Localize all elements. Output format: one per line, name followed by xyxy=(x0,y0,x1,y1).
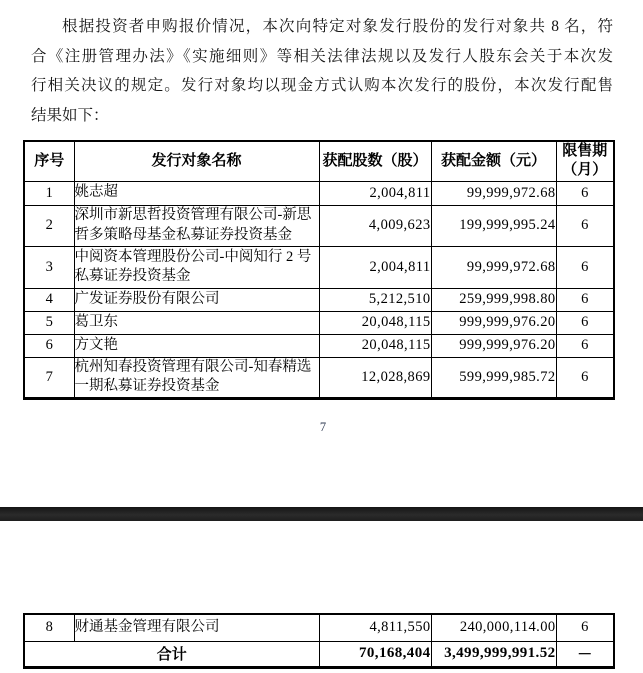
cell-amount: 99,999,972.68 xyxy=(431,181,556,205)
col-header-lockup: 限售期（月） xyxy=(556,141,614,181)
cell-lockup: 6 xyxy=(556,181,614,205)
total-shares: 70,168,404 xyxy=(319,641,431,667)
cell-name: 方文艳 xyxy=(74,334,319,357)
cell-shares: 2,004,811 xyxy=(319,246,431,288)
table-row xyxy=(24,357,614,398)
col-header-name: 发行对象名称 xyxy=(74,141,319,181)
cell-amount: 599,999,985.72 xyxy=(431,357,556,398)
cell-amount: 999,999,976.20 xyxy=(431,311,556,334)
cell-shares: 4,009,623 xyxy=(319,205,431,246)
cell-no: 3 xyxy=(24,246,74,288)
cell-name: 财通基金管理有限公司 xyxy=(74,614,319,641)
cell-no: 6 xyxy=(24,334,74,357)
cell-no: 4 xyxy=(24,288,74,311)
cell-lockup: 6 xyxy=(556,334,614,357)
cell-amount: 240,000,114.00 xyxy=(431,614,556,641)
cell-no: 1 xyxy=(24,181,74,205)
issuance-paragraph xyxy=(31,12,613,130)
paragraph-line: 行相关决议的规定。发行对象均以现金方式认购本次发行的股份，本次发行配售 xyxy=(31,77,613,94)
cell-amount: 999,999,976.20 xyxy=(431,334,556,357)
cell-amount: 259,999,998.80 xyxy=(431,288,556,311)
cell-no: 8 xyxy=(24,614,74,641)
cell-lockup: 6 xyxy=(556,614,614,641)
table-row xyxy=(24,334,614,357)
paragraph-line: 结果如下： xyxy=(31,106,109,124)
cell-shares: 20,048,115 xyxy=(319,311,431,334)
total-amount: 3,499,999,991.52 xyxy=(431,641,556,667)
paragraph-line: 根据投资者申购报价情况，本次向特定对象发行股份的发行对象共 8 名，符 xyxy=(62,18,613,35)
table-row xyxy=(24,311,614,334)
table-row xyxy=(24,246,614,288)
cell-name: 姚志超 xyxy=(74,181,319,205)
col-header-amount: 获配金额（元） xyxy=(431,141,556,181)
total-lockup: － xyxy=(556,641,614,667)
cell-amount: 199,999,995.24 xyxy=(431,205,556,246)
allocation-table xyxy=(23,140,615,400)
cell-name: 葛卫东 xyxy=(74,311,319,334)
cell-lockup: 6 xyxy=(556,288,614,311)
cell-shares: 20,048,115 xyxy=(319,334,431,357)
cell-lockup: 6 xyxy=(556,246,614,288)
total-row xyxy=(24,641,614,667)
cell-name: 杭州知春投资管理有限公司-知春精选一期私募证券投资基金 xyxy=(74,357,319,398)
cell-no: 7 xyxy=(24,357,74,398)
cell-shares: 4,811,550 xyxy=(319,614,431,641)
table-header-row xyxy=(24,141,614,181)
col-header-no: 序号 xyxy=(24,141,74,181)
page-number: 7 xyxy=(319,420,327,434)
total-label: 合计 xyxy=(24,641,319,667)
table-row xyxy=(24,614,614,641)
cell-name: 中阅资本管理股份公司-中阅知行 2 号私募证券投资基金 xyxy=(74,246,319,288)
table-row xyxy=(24,288,614,311)
cell-shares: 12,028,869 xyxy=(319,357,431,398)
allocation-table-continued xyxy=(23,613,615,669)
cell-shares: 2,004,811 xyxy=(319,181,431,205)
cell-name: 广发证券股份有限公司 xyxy=(74,288,319,311)
cell-lockup: 6 xyxy=(556,357,614,398)
cell-lockup: 6 xyxy=(556,205,614,246)
table-row xyxy=(24,205,614,246)
cell-amount: 99,999,972.68 xyxy=(431,246,556,288)
col-header-shares: 获配股数（股） xyxy=(319,141,431,181)
cell-no: 2 xyxy=(24,205,74,246)
table-row xyxy=(24,181,614,205)
cell-lockup: 6 xyxy=(556,311,614,334)
paragraph-line: 合《注册管理办法》《实施细则》等相关法律法规以及发行人股东会关于本次发 xyxy=(31,47,613,65)
page-break-bar xyxy=(0,507,643,521)
cell-name: 深圳市新思哲投资管理有限公司-新思哲多策略母基金私募证券投资基金 xyxy=(74,205,319,246)
cell-no: 5 xyxy=(24,311,74,334)
cell-shares: 5,212,510 xyxy=(319,288,431,311)
